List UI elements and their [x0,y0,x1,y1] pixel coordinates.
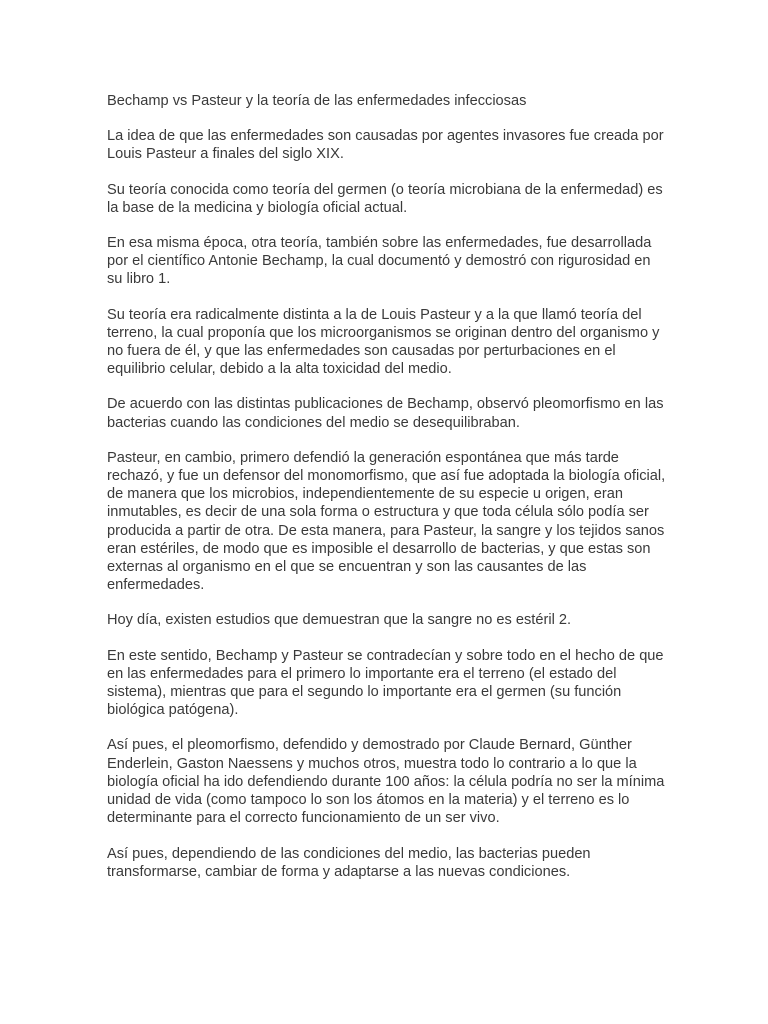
paragraph-6: Pasteur, en cambio, primero defendió la generación espontánea que más tarde rechazó, y fue un defensor del monomorfismo, que así fue adoptada la biología oficial, de manera que los microbios, independientemente de su especie u origen, eran inmutables, es decir de una sola forma o estructura y que toda célula sólo podía ser producida a partir de otra. De esta manera, para Pasteur, la sangre y los tejidos sanos eran estériles, de modo que es imposible el desarrollo de bacterias, y que estas son externas al organismo en el que se encuentran y son las causantes de las enfermedades. [107,449,666,594]
paragraph-3: En esa misma época, otra teoría, también sobre las enfermedades, fue desarrollada por el científico Antonie Bechamp, la cual documentó y demostró con rigurosidad en su libro 1. [107,235,652,288]
paragraph-7: Hoy día, existen estudios que demuestran que la sangre no es estéril 2. [107,612,572,629]
document-title: Bechamp vs Pasteur y la teoría de las enfermedades infecciosas [107,93,527,109]
paragraph-2: Su teoría conocida como teoría del germen (o teoría microbiana de la enfermedad) es la base de la medicina y biología oficial actual. [107,181,663,216]
paragraph-4: Su teoría era radicalmente distinta a la de Louis Pasteur y a la que llamó teoría del terreno, la cual proponía que los microorganismos se originan dentro del organismo y no fuera de él, y que las enfermedades son causadas por perturbaciones en el equilibrio celular, debido a la alta toxicidad del medio. [107,306,660,378]
paragraph-10: Así pues, dependiendo de las condiciones del medio, las bacterias pueden transformarse, cambiar de forma y adaptarse a las nuevas condiciones. [107,845,591,880]
paragraph-9: Así pues, el pleomorfismo, defendido y demostrado por Claude Bernard, Günther Enderlein, Gaston Naessens y muchos otros, muestra todo lo contrario a lo que la biología oficial ha ido defendiendo durante 100 años: la célula podría no ser la mínima unidad de vida (como tampoco lo son los átomos en la materia) y el terreno es lo determinante para el correcto funcionamiento de un ser vivo. [107,737,665,827]
paragraph-1: La idea de que las enfermedades son causadas por agentes invasores fue creada por Louis Pasteur a finales del siglo XIX. [107,128,664,163]
paragraph-5: De acuerdo con las distintas publicaciones de Bechamp, observó pleomorfismo en las bacterias cuando las condiciones del medio se desequilibraban. [107,396,664,431]
document-body [107,92,667,898]
paragraph-8: En este sentido, Bechamp y Pasteur se contradecían y sobre todo en el hecho de que en las enfermedades para el primero lo importante era el terreno (el estado del sistema), mientras que para el segundo lo importante era el germen (su función biológica patógena). [107,647,664,719]
